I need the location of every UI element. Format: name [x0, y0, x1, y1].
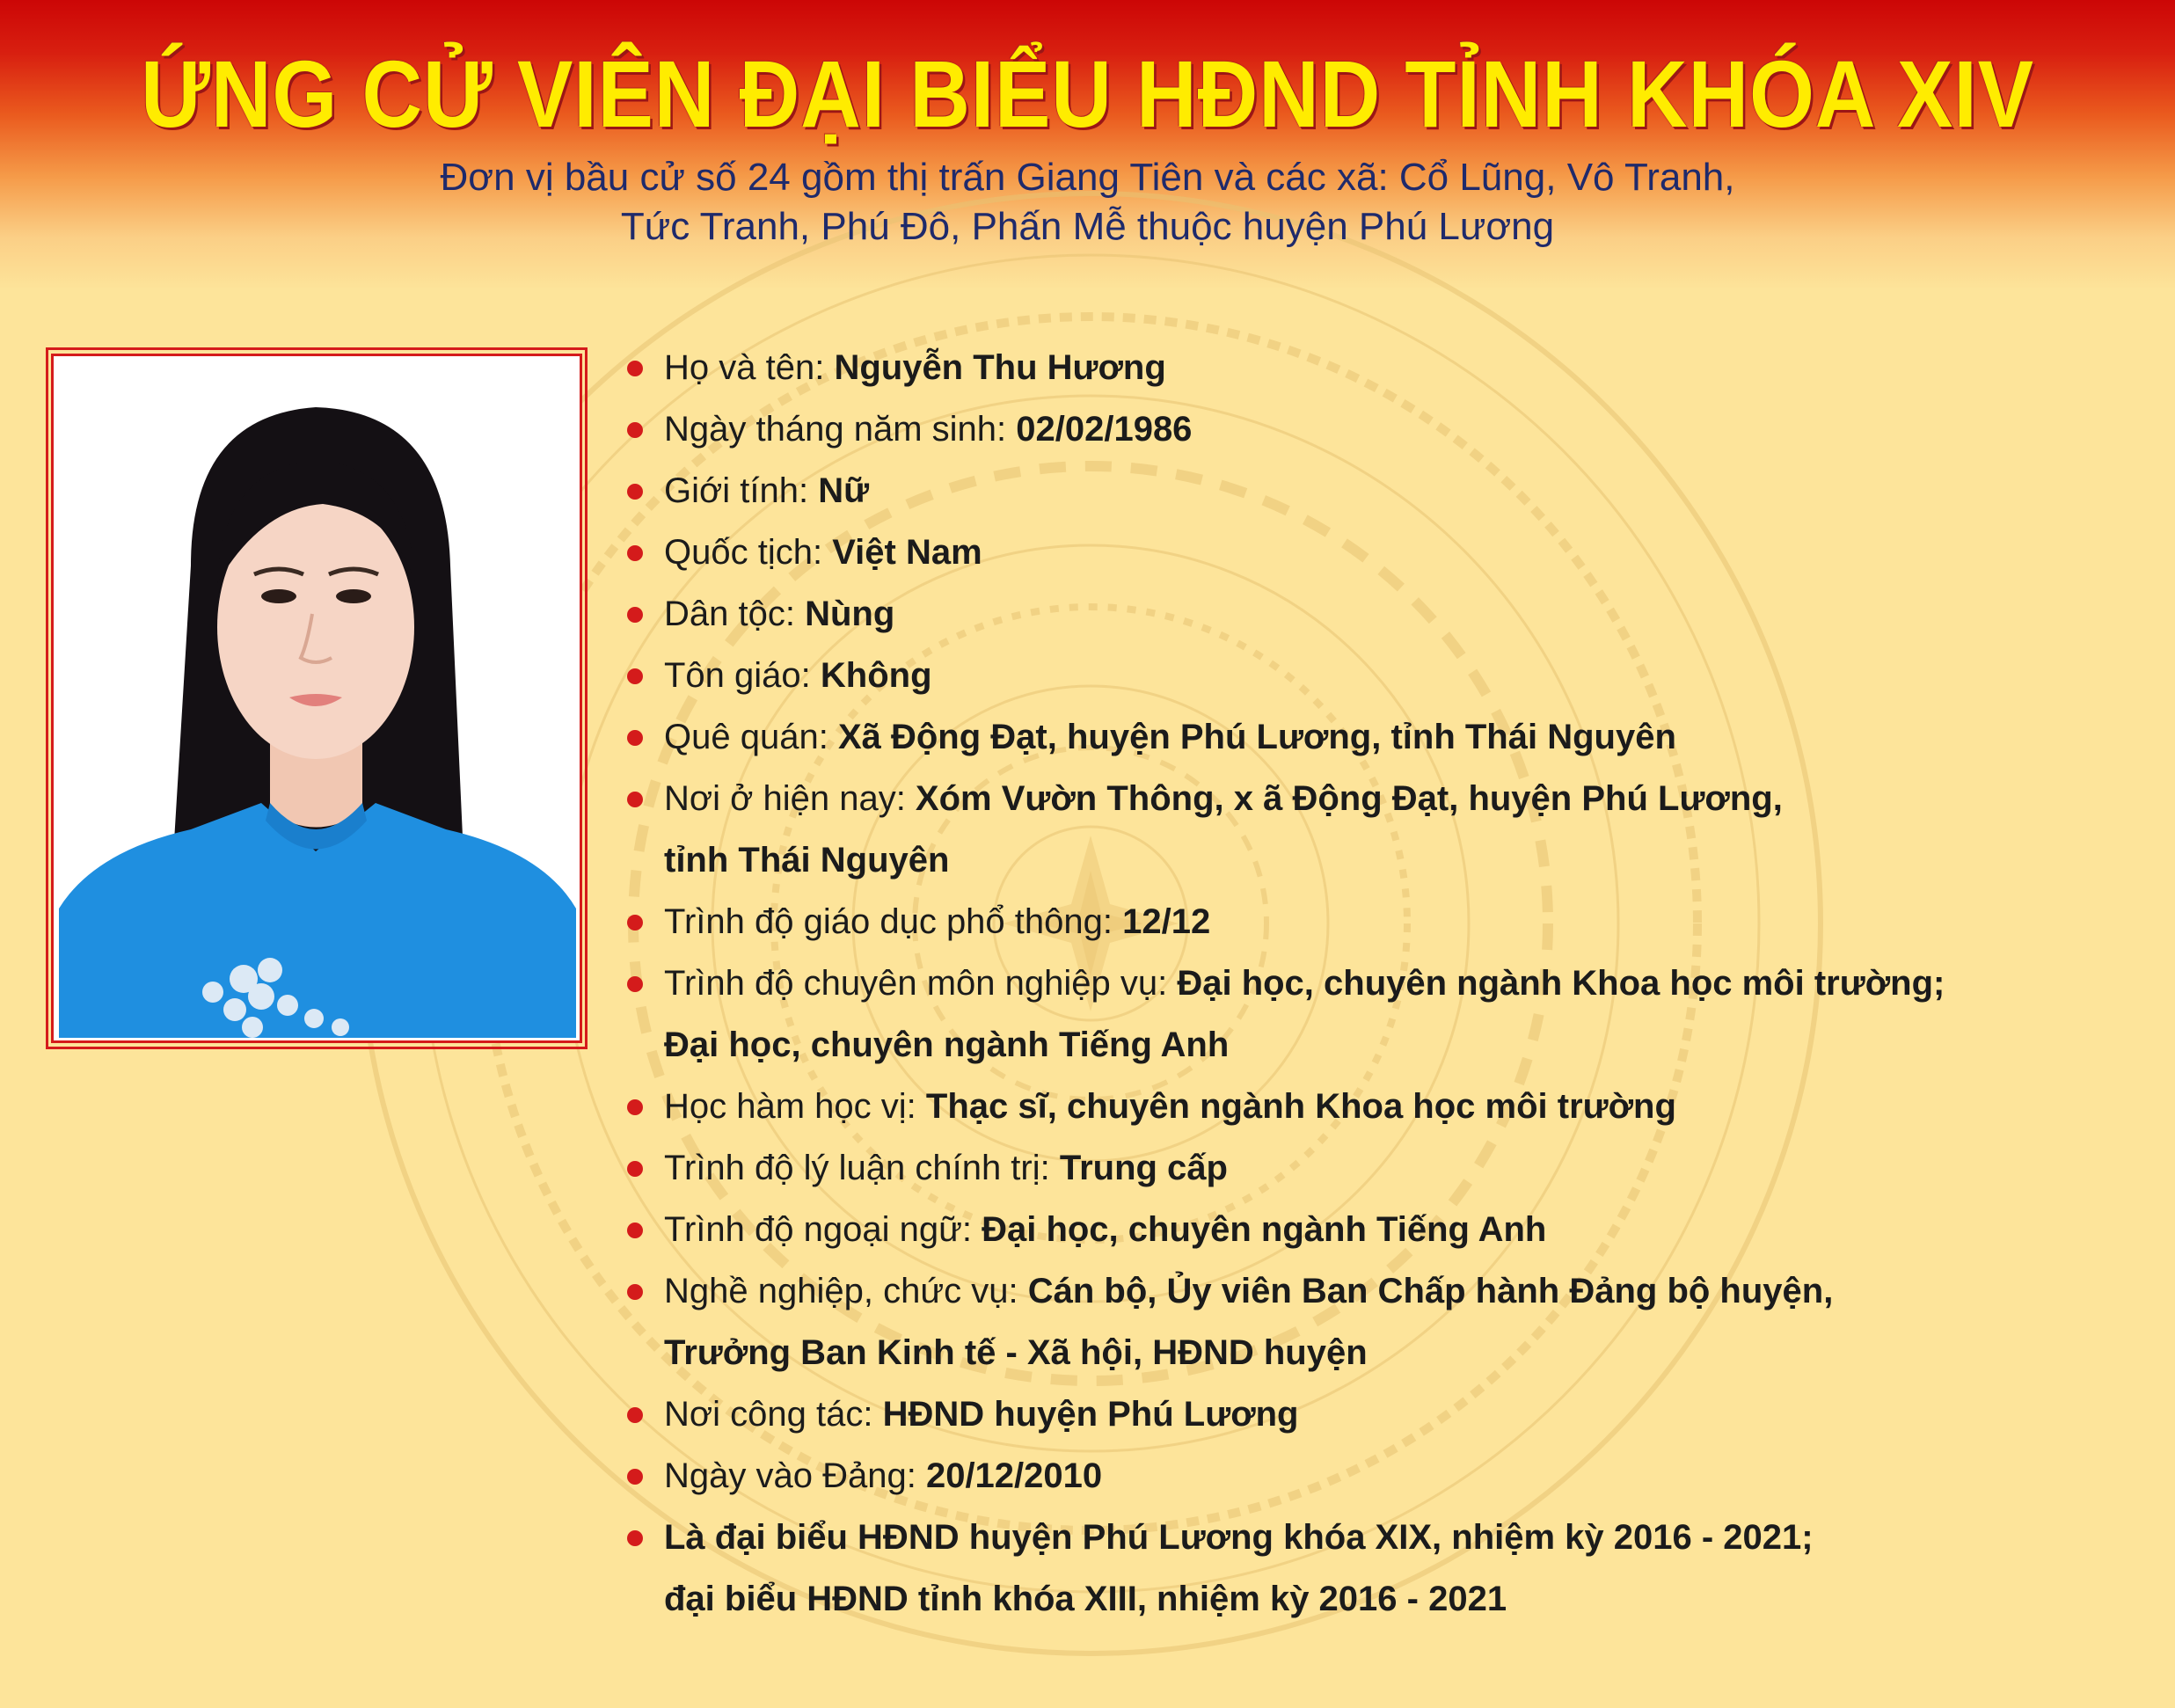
list-item-general-education: Trình độ giáo dục phổ thông: 12/12 [664, 891, 1210, 953]
list-item-foreign-language: Trình độ ngoại ngữ: Đại học, chuyên ngành Tiếng Anh [664, 1199, 1546, 1260]
list-item-religion: Tôn giáo: Không [664, 645, 932, 706]
candidate-photo [59, 363, 576, 1038]
bullet-icon [627, 607, 643, 623]
bullet-icon [627, 792, 643, 807]
bullet-icon [627, 1223, 643, 1238]
list-item-political-theory: Trình độ lý luận chính trị: Trung cấp [664, 1137, 1228, 1199]
list-item-full-name: Họ và tên: Nguyễn Thu Hương [664, 337, 1166, 398]
list-item-academic-degree: Học hàm học vị: Thạc sĩ, chuyên ngành Khoa học môi trường [664, 1076, 1676, 1137]
list-item-party-join-date: Ngày vào Đảng: 20/12/2010 [664, 1445, 1102, 1507]
bullet-icon [627, 668, 643, 684]
list-item-nationality: Quốc tịch: Việt Nam [664, 522, 982, 583]
bullet-icon [627, 1161, 643, 1177]
bullet-icon [627, 1530, 643, 1546]
list-item-delegate-history-cont: đại biểu HĐND tỉnh khóa XIII, nhiệm kỳ 2016 - 2021 [664, 1580, 1507, 1618]
bullet-icon [627, 484, 643, 500]
page-title: ỨNG CỬ VIÊN ĐẠI BIỂU HĐND TỈNH KHÓA XIV [141, 40, 2034, 147]
bullet-icon [627, 1284, 643, 1300]
bullet-icon [627, 730, 643, 746]
list-item-gender: Giới tính: Nữ [664, 460, 869, 522]
bullet-icon [627, 915, 643, 931]
list-item-professional-qualification: Trình độ chuyên môn nghiệp vụ: Đại học, chuyên ngành Khoa học môi trường; [664, 953, 1945, 1014]
bullet-icon [627, 1099, 643, 1115]
bullet-icon [627, 361, 643, 376]
bullet-icon [627, 976, 643, 992]
list-item-residence-cont: tỉnh Thái Nguyên [664, 841, 950, 880]
list-item-hometown: Quê quán: Xã Động Đạt, huyện Phú Lương, tỉnh Thái Nguyên [664, 706, 1676, 768]
list-item-delegate-history: Là đại biểu HĐND huyện Phú Lương khóa XIX, nhiệm kỳ 2016 - 2021; [664, 1507, 1814, 1568]
list-item-workplace: Nơi công tác: HĐND huyện Phú Lương [664, 1383, 1299, 1445]
list-item-occupation: Nghề nghiệp, chức vụ: Cán bộ, Ủy viên Ban Chấp hành Đảng bộ huyện, [664, 1260, 1833, 1322]
constituency-line-2: Tức Tranh, Phú Đô, Phấn Mễ thuộc huyện Phú Lương [620, 205, 1555, 248]
bullet-icon [627, 545, 643, 561]
list-item-ethnicity: Dân tộc: Nùng [664, 583, 894, 645]
bullet-icon [627, 422, 643, 438]
list-item-professional-qualification-cont: Đại học, chuyên ngành Tiếng Anh [664, 1026, 1230, 1064]
list-item-birth-date: Ngày tháng năm sinh: 02/02/1986 [664, 398, 1192, 460]
list-item-occupation-cont: Trưởng Ban Kinh tế - Xã hội, HĐND huyện [664, 1333, 1368, 1372]
constituency-line-1: Đơn vị bầu cử số 24 gồm thị trấn Giang Tiên và các xã: Cổ Lũng, Vô Tranh, [440, 156, 1735, 199]
bullet-icon [627, 1407, 643, 1423]
list-item-residence: Nơi ở hiện nay: Xóm Vườn Thông, x ã Động Đạt, huyện Phú Lương, [664, 768, 1783, 829]
bullet-icon [627, 1469, 643, 1485]
